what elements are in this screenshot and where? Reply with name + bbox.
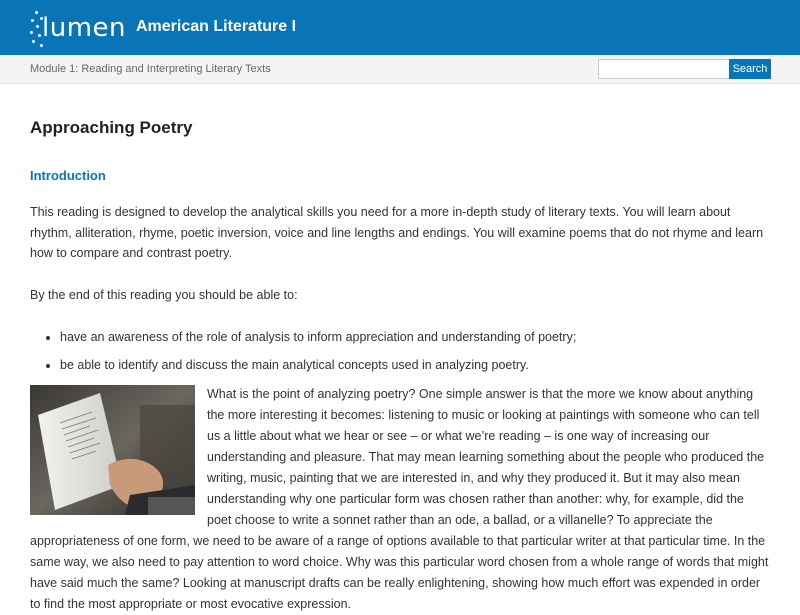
- objectives-list: [30, 327, 770, 383]
- breadcrumb[interactable]: Module 1: Reading and Interpreting Literary Texts: [30, 63, 271, 75]
- top-header-bar: [0, 0, 800, 55]
- search-button[interactable]: Search: [729, 59, 771, 79]
- objectives-lead: By the end of this reading you should be able to:: [30, 288, 298, 302]
- body-paragraph: [30, 384, 770, 615]
- body-paragraph-text: What is the point of analyzing poetry? One simple answer is that the more we know about anything the more interesting it becomes: listening to music or looking at paintings with someone who can tell us a little about what we hear or see – or what we’re reading – is one way of increasing our understanding and pleasure. That may mean learning something about the people who produced the writing, music, painting that we are interested in, and why they produced it. But it may also mean understanding why one particular form was chosen rather than another: why, for example, did the poet choose to write a sonnet rather than an ode, a ballad, or a villanelle? To appreciate the appropriateness of one form, we need to be aware of a range of options available to that particular writer at that particular time. In the same way, we also need to pay attention to word choice. Why was this particular word chosen from a whole range of words that might have said much the same? Looking at manuscript drafts can be really enlightening, showing how much effort was expended in order to find the most appropriate or most evocative expression.: [30, 387, 769, 611]
- list-item: • be able to identify and discuss the main analytical concepts used in analyzing poetry.: [60, 355, 770, 375]
- logo-wordmark: lumen: [42, 13, 127, 43]
- section-heading-introduction: Introduction: [30, 168, 106, 183]
- lumen-logo[interactable]: [30, 8, 127, 48]
- search-input[interactable]: [598, 59, 732, 79]
- page-title: Approaching Poetry: [30, 118, 193, 137]
- course-title[interactable]: American Literature I: [136, 18, 297, 35]
- intro-paragraph: This reading is designed to develop the analytical skills you need for a more in-depth study of literary texts. You will learn about rhythm, alliteration, rhyme, poetic inversion, voice and line lengths and endings. You will examine poems that do not rhyme and learn how to compare and contrast poetry.: [30, 205, 764, 260]
- list-item: • have an awareness of the role of analysis to inform appreciation and understanding of poetry;: [60, 327, 770, 347]
